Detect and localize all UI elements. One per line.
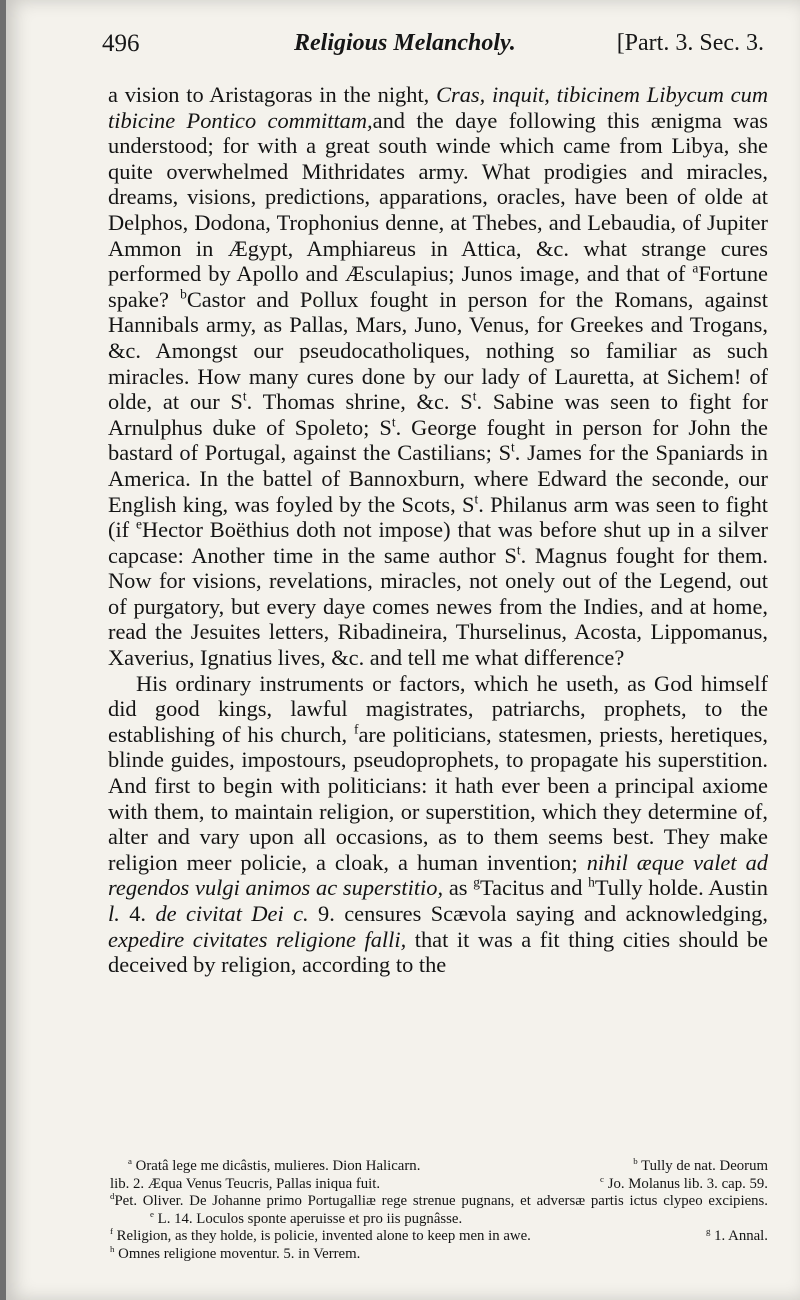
footnotes [110, 1158, 768, 1264]
paragraph-1: a vision to Aristagoras in the night, Cras, inquit, tibicinem Libycum cum tibicine Pontico committam,and the daye following this ænigma was understood; for with a great south winde which came from Libya, she quite overwhelmed Mithridates army. What prodigies and miracles, dreams, visions, predictions, apparations, oracles, have been of olde at Delphos, Dodona, Trophonius denne, at Thebes, and Lebaudia, of Jupiter Ammon in Ægypt, Amphiareus in Attica, &c. what strange cures performed by Apollo and Æsculapius; Junos image, and that of $^a$Fortune spake? $^b$Castor and Pollux fought in person for the Romans, against Hannibals army, as Pallas, Mars, Juno, Venus, for Greekes and Trogans, &c. Amongst our pseudocatholiques, nothing so familiar as such miracles. How many cures done by our lady of Lauretta, at Sichem! of olde, at our $S^t$. Thomas shrine, &c. $S^t$. Sabine was seen to fight for Arnulphus duke of Spoleto; $S^t$. George fought in person for John the bastard of Portugal, against the Castilians; $S^t$. James for the Spaniards in America. In the battel of Bannoxburn, where Edward the seconde, our English king, was foyled by the Scots, $S^t$. Philanus arm was seen to fight (if $^e$Hector Boëthius doth not impose) that was before shut up in a silver capcase: Another time in the same author $S^t$. Magnus fought for them. Now for visions, revelations, miracles, not onely out of the Legend, out of purgatory, but every daye comes newes from the Indies, and at home, read the Jesuites letters, Ribadineira, Thurselinus, Acosta, Lippomanus, Xaverius, Ignatius lives, &c. and tell me what difference? [108, 82, 768, 671]
latin-quote: nihil æque valet ad regendos vulgi animos ac superstitio, [108, 849, 768, 901]
running-title: Religious Melancholy. [294, 30, 516, 56]
footnote-e: L. 14. Loculos sponte aperuisse et pro iis pugnâsse. [157, 1210, 463, 1227]
footnote-marker-b: b [180, 286, 187, 302]
footnote-marker-e: e [136, 516, 142, 532]
paragraph-2: His ordinary instruments or factors, which he useth, as God himself did good kings, lawful magistrates, patriarchs, prophets, to the establishing of his church, $^f$are politicians, statesmen, priests, heretiques, blinde guides, impostours, pseudoprophets, to propagate his superstition. And first to begin with politicians: it hath ever been a principal axiome with them, to maintain religion, or superstition, which they determine of, alter and vary upon all occasions, as to them seems best. They make religion meer policie, a cloak, a human invention; nihil æque valet ad regendos vulgi animos ac superstitio, as $^g$Tacitus and $^h$Tully holde. Austin l. 4. de civitat Dei c. 9. censures Scævola saying and acknowledging, expedire civitates religione falli, that it was a fit thing cities should be deceived by religion, according to the [108, 670, 768, 978]
footnote-marker-g: g [473, 874, 480, 890]
footnote-d: $^d$Pet. Oliver. De Johanne primo Portugalliæ rege strenue pugnans, et adversæ partis ictus clypeo excipiens.$^e$ L. 14. Loculos sponte aperuisse et pro iis pugnâsse. [110, 1191, 768, 1227]
body-text [108, 82, 768, 978]
latin-quote: expedire civitates religione falli, [108, 926, 407, 952]
footnote-marker-h: h [588, 874, 595, 890]
footnote-marker-f: f [354, 721, 359, 737]
footnote-e-mark: e [150, 1208, 154, 1219]
book-page [6, 0, 800, 1300]
running-header [102, 30, 764, 70]
page-number: 496 [102, 30, 140, 57]
footnote-f-g: $^f$ Religion, as they holde, is policie, invented alone to keep men in awe. $^g$ 1. Annal. [110, 1226, 768, 1245]
section-reference: [Part. 3. Sec. 3. [616, 30, 764, 56]
footnote-a-b: $^a$ Oratâ lege me dicâstis, mulieres. Dion Halicarn. $^b$ Tully de nat. Deorum [128, 1156, 768, 1174]
footnote-h: $^h$ Omnes religione moventur. 5. in Verrem. [110, 1244, 361, 1262]
footnote-marker-a: a [692, 260, 699, 276]
footnote-a-cont-c: lib. 2. Æqua Venus Teucris, Pallas iniqua fuit. $^c$ Jo. Molanus lib. 3. cap. 59. [110, 1173, 768, 1192]
latin-quote: Cras, inquit, tibicinem Libycum cum tibicine Pontico committam, [108, 82, 768, 133]
